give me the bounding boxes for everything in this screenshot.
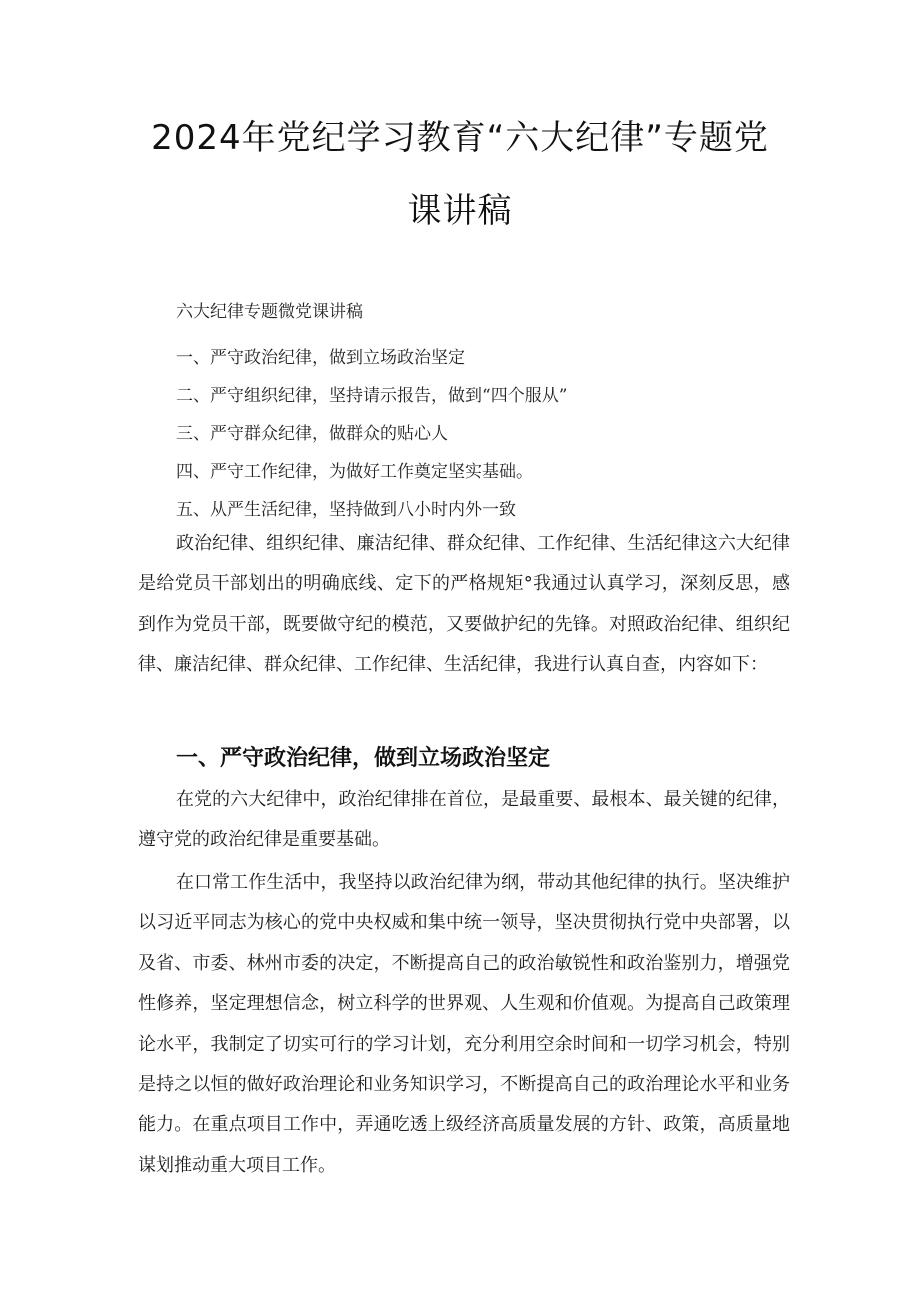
document-title-line1: 2024年党纪学习教育“六大纪律”专题党 — [151, 118, 769, 158]
outline-item-3: 三、严守群众纪律，做群众的贴心人 — [176, 424, 448, 444]
intro-paragraph: 政治纪律、组织纪律、廉洁纪律、群众纪律、工作纪律、生活纪律这六大纪律是给党员干部划出的明确底线、定下的严格规矩°我通过认真学习，深刻反思，感到作为党员干部，既要做守纪的模范，又要做护纪的先锋。对照政治纪律、组织纪律、廉洁纪律、群众纪律、工作纪律、生活纪律，我进行认真自查，内容如下： — [138, 533, 790, 676]
section1-paragraph-2: 在口常工作生活中，我坚持以政治纪律为纲，带动其他纪律的执行。坚决维护以习近平同志为核心的党中央权威和集中统一领导，坚决贯彻执行党中央部署，以及省、市委、林州市委的决定，不断提高自己的政治敏锐性和政治鉴别力，增强党性修养，坚定理想信念，树立科学的世界观、人生观和价值观。为提高自己政策理论水平，我制定了切实可行的学习计划，充分利用空余时间和一切学习机会，特别是持之以恒的做好政治理论和业务知识学习，不断提高自己的政治理论水平和业务能力。在重点项目工作中，弄通吃透上级经济高质量发展的方针、政策，高质量地谋划推动重大项目工作。 — [138, 872, 790, 1176]
document-title-line2: 课讲稿 — [407, 191, 513, 231]
outline-item-1: 一、严守政治纪律，做到立场政治坚定 — [176, 348, 465, 368]
outline-item-subtitle: 六大纪律专题微党课讲稿 — [176, 302, 363, 322]
section1-paragraph-1: 在党的六大纪律中，政治纪律排在首位，是最重要、最根本、最关键的纪律，遵守党的政治纪律是重要基础。 — [138, 789, 790, 851]
outline-item-5: 五、从严生活纪律，坚持做到八小时内外一致 — [176, 500, 516, 520]
outline-item-2: 二、严守组织纪律，坚持请示报告，做到“四个服从” — [176, 386, 568, 406]
section-heading-political-discipline: 一、严守政治纪律，做到立场政治坚定 — [176, 746, 551, 771]
outline-item-4: 四、严守工作纪律，为做好工作奠定坚实基础。 — [176, 462, 533, 482]
